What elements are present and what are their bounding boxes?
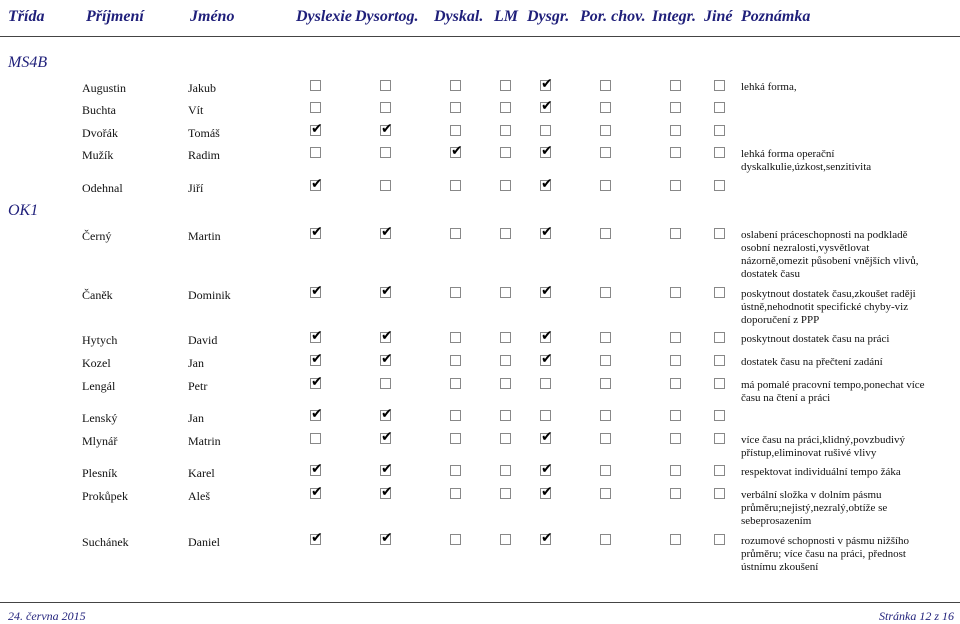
student-surname: Lenský [82, 411, 118, 425]
checkbox[interactable] [500, 465, 511, 476]
checkbox[interactable] [670, 228, 681, 239]
checkbox[interactable] [310, 406, 323, 422]
checkmark-icon: ✔ [541, 176, 553, 192]
checkbox[interactable] [310, 374, 323, 390]
checkbox[interactable] [310, 461, 323, 477]
student-surname: Odehnal [82, 181, 123, 195]
student-note: lehká forma, [741, 81, 797, 93]
checkbox[interactable] [670, 410, 681, 421]
checkbox[interactable] [600, 102, 611, 113]
checkbox[interactable] [714, 102, 725, 113]
checkbox[interactable] [714, 332, 725, 343]
checkmark-icon: ✔ [311, 328, 323, 344]
checkbox[interactable] [670, 147, 681, 158]
checkbox[interactable] [540, 125, 551, 136]
checkbox[interactable] [540, 176, 553, 192]
checkbox[interactable] [714, 433, 725, 444]
checkbox[interactable] [600, 332, 611, 343]
checkmark-icon: ✔ [381, 530, 393, 546]
checkmark-icon: ✔ [541, 76, 553, 92]
checkbox[interactable] [380, 406, 393, 422]
checkbox[interactable] [670, 125, 681, 136]
checkmark-icon: ✔ [381, 484, 393, 500]
checkmark-icon: ✔ [541, 429, 553, 445]
student-surname: Lengál [82, 379, 116, 393]
checkbox[interactable] [380, 484, 393, 500]
checkbox[interactable] [380, 180, 391, 191]
checkbox[interactable] [380, 121, 393, 137]
student-surname: Prokůpek [82, 489, 128, 503]
checkbox[interactable] [500, 410, 511, 421]
checkbox[interactable] [450, 488, 461, 499]
checkbox[interactable] [600, 355, 611, 366]
checkbox[interactable] [500, 228, 511, 239]
checkbox[interactable] [600, 80, 611, 91]
student-note: poskytnout dostatek času na práci [741, 333, 890, 345]
checkbox[interactable] [714, 534, 725, 545]
checkmark-icon: ✔ [311, 530, 323, 546]
checkbox[interactable] [310, 484, 323, 500]
student-firstname: Radim [188, 148, 220, 162]
checkbox[interactable] [500, 488, 511, 499]
checkbox[interactable] [380, 530, 393, 546]
checkmark-icon: ✔ [381, 328, 393, 344]
checkbox[interactable] [380, 224, 393, 240]
checkmark-icon: ✔ [381, 351, 393, 367]
checkbox[interactable] [310, 147, 321, 158]
checkbox[interactable] [500, 125, 511, 136]
checkbox[interactable] [670, 433, 681, 444]
student-note: má pomalé pracovní tempo,ponechat více času na čtení a práci [741, 379, 925, 404]
checkbox[interactable] [714, 287, 725, 298]
checkbox[interactable] [714, 180, 725, 191]
checkbox[interactable] [540, 530, 553, 546]
checkbox[interactable] [600, 465, 611, 476]
checkmark-icon: ✔ [541, 484, 553, 500]
header-jine: Jiné [704, 8, 733, 25]
header-lm: LM [494, 8, 518, 25]
student-firstname: Jakub [188, 81, 216, 95]
checkbox[interactable] [450, 143, 463, 159]
student-firstname: Karel [188, 466, 215, 480]
checkmark-icon: ✔ [381, 461, 393, 477]
checkbox[interactable] [600, 433, 611, 444]
student-firstname: Dominik [188, 288, 231, 302]
checkbox[interactable] [540, 461, 553, 477]
checkmark-icon: ✔ [311, 224, 323, 240]
checkbox[interactable] [310, 283, 323, 299]
checkbox[interactable] [380, 328, 393, 344]
checkbox[interactable] [600, 287, 611, 298]
checkbox[interactable] [540, 429, 553, 445]
student-firstname: Martin [188, 229, 221, 243]
checkmark-icon: ✔ [541, 98, 553, 114]
checkbox[interactable] [500, 332, 511, 343]
student-firstname: Petr [188, 379, 208, 393]
checkmark-icon: ✔ [311, 374, 323, 390]
header-jmeno: Jméno [190, 8, 235, 25]
student-note: rozumové schopnosti v pásmu nižšího průměru; více času na práci, přednost ústnímu zkoušení [741, 535, 910, 573]
checkbox[interactable] [310, 224, 323, 240]
student-firstname: David [188, 333, 218, 347]
student-firstname: Matrin [188, 434, 221, 448]
checkbox[interactable] [600, 534, 611, 545]
student-surname: Dvořák [82, 126, 118, 140]
header-poznamka: Poznámka [741, 8, 811, 25]
checkmark-icon: ✔ [311, 406, 323, 422]
checkbox[interactable] [450, 410, 461, 421]
student-firstname: Aleš [188, 489, 210, 503]
checkmark-icon: ✔ [451, 143, 463, 159]
checkbox[interactable] [380, 80, 391, 91]
checkbox[interactable] [670, 465, 681, 476]
checkmark-icon: ✔ [311, 351, 323, 367]
checkbox[interactable] [500, 378, 511, 389]
checkbox[interactable] [600, 378, 611, 389]
group-label-ok1: OK1 [8, 202, 39, 219]
checkbox[interactable] [540, 351, 553, 367]
checkbox[interactable] [310, 102, 321, 113]
checkmark-icon: ✔ [541, 328, 553, 344]
checkbox[interactable] [380, 351, 393, 367]
checkbox[interactable] [714, 355, 725, 366]
student-note: oslabení práceschopnosti na podkladě osobní nezralosti,vysvětlovat názorně,omezit působení vnějších vlivů, dostatek času [741, 229, 919, 280]
student-surname: Suchánek [82, 535, 129, 549]
checkbox[interactable] [600, 488, 611, 499]
checkmark-icon: ✔ [381, 406, 393, 422]
header-porchov: Por. chov. [580, 8, 646, 25]
checkmark-icon: ✔ [541, 224, 553, 240]
student-surname: Buchta [82, 103, 116, 117]
student-surname: Černý [82, 229, 112, 243]
checkbox[interactable] [380, 429, 393, 445]
checkbox[interactable] [500, 534, 511, 545]
checkmark-icon: ✔ [311, 461, 323, 477]
checkmark-icon: ✔ [381, 429, 393, 445]
checkbox[interactable] [310, 80, 321, 91]
footer-date: 24. června 2015 [8, 609, 86, 623]
checkbox[interactable] [380, 283, 393, 299]
checkbox[interactable] [670, 180, 681, 191]
student-firstname: Jan [188, 356, 204, 370]
checkbox[interactable] [500, 102, 511, 113]
checkbox[interactable] [450, 332, 461, 343]
checkbox[interactable] [500, 287, 511, 298]
checkbox[interactable] [450, 433, 461, 444]
checkmark-icon: ✔ [311, 121, 323, 137]
checkbox[interactable] [500, 433, 511, 444]
footer-page-number: Stránka 12 z 16 [879, 609, 954, 623]
student-note: více času na práci,klidný,povzbudivý přístup,eliminovat rušivé vlivy [741, 434, 906, 459]
checkbox[interactable] [310, 121, 323, 137]
checkbox[interactable] [380, 378, 391, 389]
checkbox[interactable] [310, 433, 321, 444]
checkbox[interactable] [450, 180, 461, 191]
checkbox[interactable] [450, 102, 461, 113]
student-surname: Mlynář [82, 434, 118, 448]
header-trida: Třída [8, 8, 45, 25]
checkbox[interactable] [600, 180, 611, 191]
checkbox[interactable] [714, 125, 725, 136]
checkbox[interactable] [310, 176, 323, 192]
checkbox[interactable] [540, 76, 553, 92]
checkbox[interactable] [540, 410, 551, 421]
checkbox[interactable] [450, 465, 461, 476]
checkbox[interactable] [310, 351, 323, 367]
checkbox[interactable] [670, 287, 681, 298]
checkbox[interactable] [380, 102, 391, 113]
checkbox[interactable] [600, 125, 611, 136]
checkbox[interactable] [540, 378, 551, 389]
table-header [0, 0, 960, 37]
checkmark-icon: ✔ [541, 143, 553, 159]
checkmark-icon: ✔ [311, 283, 323, 299]
checkbox[interactable] [714, 465, 725, 476]
student-firstname: Daniel [188, 535, 220, 549]
checkmark-icon: ✔ [381, 121, 393, 137]
checkbox[interactable] [714, 488, 725, 499]
checkmark-icon: ✔ [541, 283, 553, 299]
checkbox[interactable] [500, 180, 511, 191]
checkmark-icon: ✔ [541, 530, 553, 546]
checkbox[interactable] [450, 228, 461, 239]
checkbox[interactable] [670, 488, 681, 499]
checkbox[interactable] [670, 355, 681, 366]
checkbox[interactable] [714, 410, 725, 421]
checkmark-icon: ✔ [541, 461, 553, 477]
student-surname: Augustin [82, 81, 127, 95]
header-prijmeni: Příjmení [86, 8, 144, 25]
checkmark-icon: ✔ [311, 484, 323, 500]
header-dysgr: Dysgr. [527, 8, 570, 25]
checkbox[interactable] [670, 332, 681, 343]
checkbox[interactable] [310, 328, 323, 344]
checkbox[interactable] [600, 410, 611, 421]
student-note: respektovat individuální tempo žáka [741, 466, 901, 478]
checkbox[interactable] [600, 228, 611, 239]
student-surname: Mužík [82, 148, 114, 162]
checkbox[interactable] [714, 147, 725, 158]
checkbox[interactable] [714, 228, 725, 239]
student-note: dostatek času na přečtení zadání [741, 356, 883, 368]
checkbox[interactable] [670, 102, 681, 113]
checkbox[interactable] [450, 125, 461, 136]
student-surname: Kozel [82, 356, 111, 370]
checkmark-icon: ✔ [311, 176, 323, 192]
checkbox[interactable] [540, 224, 553, 240]
student-firstname: Tomáš [188, 126, 220, 140]
checkbox[interactable] [500, 80, 511, 91]
student-note: verbální složka v dolním pásmu průměru;nejistý,nezralý,obtíže se sebeprosazením [741, 489, 888, 527]
student-firstname: Jan [188, 411, 204, 425]
checkbox[interactable] [714, 80, 725, 91]
student-note: lehká forma operační dyskalkulie,úzkost,senzitivita [741, 148, 872, 173]
checkbox[interactable] [500, 147, 511, 158]
checkbox[interactable] [500, 355, 511, 366]
checkbox[interactable] [450, 287, 461, 298]
checkbox[interactable] [670, 534, 681, 545]
checkmark-icon: ✔ [381, 283, 393, 299]
student-surname: Hytych [82, 333, 118, 347]
checkbox[interactable] [540, 98, 553, 114]
header-dyslexie: Dyslexie [296, 8, 352, 25]
checkbox[interactable] [670, 80, 681, 91]
checkbox[interactable] [600, 147, 611, 158]
checkbox[interactable] [450, 80, 461, 91]
checkbox[interactable] [540, 143, 553, 159]
checkbox[interactable] [450, 355, 461, 366]
checkbox[interactable] [540, 484, 553, 500]
checkbox[interactable] [380, 147, 391, 158]
header-dysortog: Dysortog. [355, 8, 419, 25]
checkbox[interactable] [450, 378, 461, 389]
group-label-ms4b: MS4B [8, 54, 48, 71]
page-footer [0, 602, 960, 624]
student-note: poskytnout dostatek času,zkoušet raději ústně,nehodnotit specifické chyby-viz doporučení z PPP [741, 288, 916, 326]
student-firstname: Vít [188, 103, 204, 117]
checkbox[interactable] [670, 378, 681, 389]
student-firstname: Jiří [188, 181, 204, 195]
checkmark-icon: ✔ [381, 224, 393, 240]
header-integr: Integr. [652, 8, 697, 25]
checkbox[interactable] [450, 534, 461, 545]
header-dyskal: Dyskal. [434, 8, 484, 25]
checkbox[interactable] [540, 328, 553, 344]
checkbox[interactable] [714, 378, 725, 389]
checkbox[interactable] [310, 530, 323, 546]
checkbox[interactable] [380, 461, 393, 477]
student-surname: Plesník [82, 466, 118, 480]
student-surname: Čaněk [82, 288, 113, 302]
checkbox[interactable] [540, 283, 553, 299]
checkmark-icon: ✔ [541, 351, 553, 367]
